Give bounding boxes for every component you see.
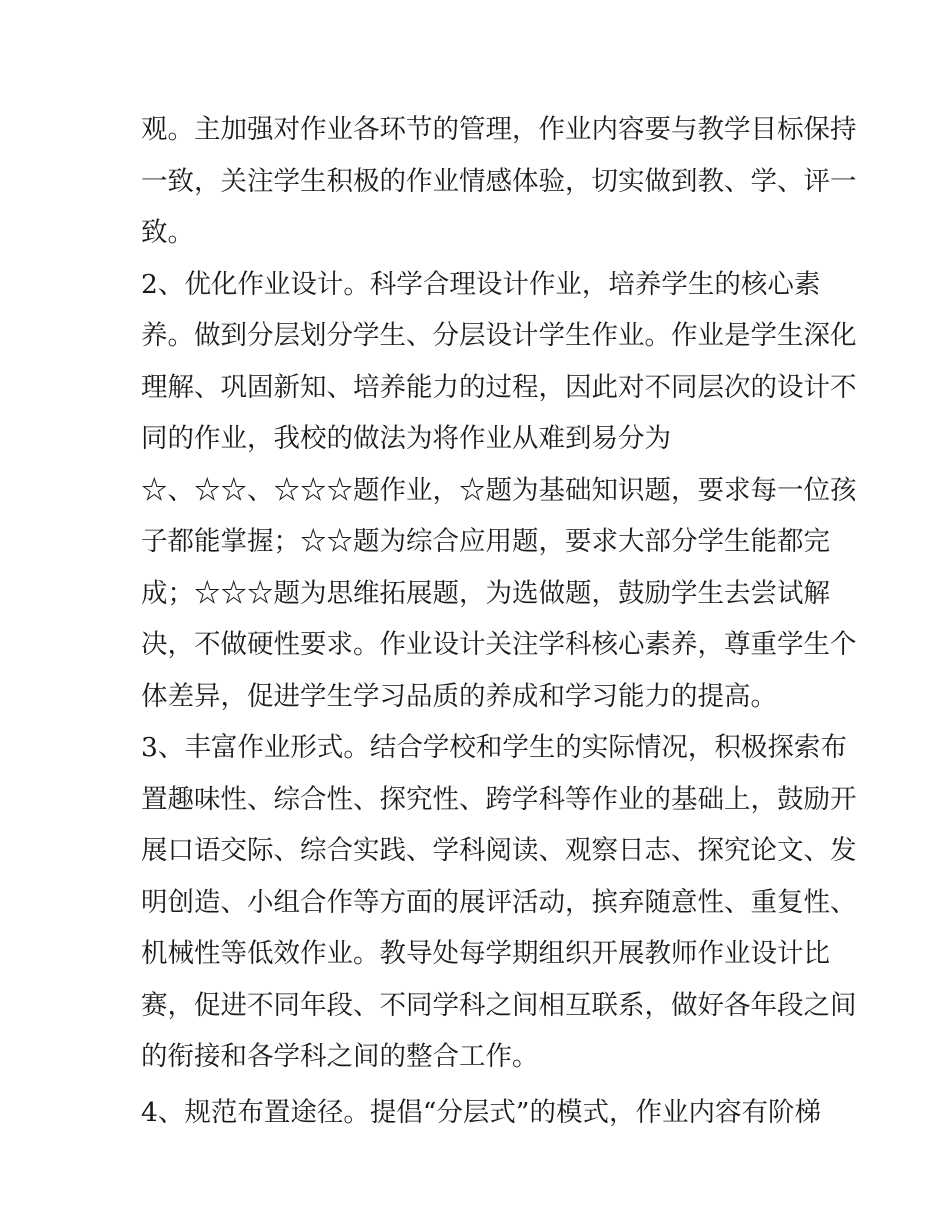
text-line: 决，不做硬性要求。作业设计关注学科核心素养，尊重学生个	[141, 629, 857, 660]
section-3-heading-line: 3、丰富作业形式。结合学校和学生的实际情况，积极探索布	[141, 732, 847, 763]
section-4-heading-line: 4、规范布置途径。提倡“分层式”的模式，作业内容有阶梯	[141, 1096, 821, 1128]
text-line: ☆、☆☆、☆☆☆题作业，☆题为基础知识题，要求每一位孩	[141, 474, 857, 506]
text-line: 理解、巩固新知、培养能力的过程，因此对不同层次的设计不	[141, 371, 857, 403]
text-line: 置趣味性、综合性、探究性、跨学科等作业的基础上，鼓励开	[141, 783, 857, 815]
text-line: 养。做到分层划分学生、分层设计学生作业。作业是学生深化	[141, 320, 857, 351]
text-line: 同的作业，我校的做法为将作业从难到易分为	[141, 423, 671, 454]
text-line: 一致，关注学生积极的作业情感体验，切实做到教、学、评一	[141, 165, 857, 197]
text-line: 明创造、小组合作等方面的展评活动，摈弃随意性、重复性、	[141, 886, 857, 918]
section-2-heading-line: 2、优化作业设计。科学合理设计作业，培养学生的核心素	[141, 268, 821, 300]
text-line: 赛，促进不同年段、不同学科之间相互联系，做好各年段之间	[141, 989, 857, 1021]
text-line: 观。主加强对作业各环节的管理，作业内容要与教学目标保持	[141, 114, 857, 145]
text-line: 体差异，促进学生学习品质的养成和学习能力的提高。	[141, 680, 777, 712]
text-line: 的衔接和各学科之间的整合工作。	[141, 1041, 539, 1072]
text-line: 机械性等低效作业。教导处每学期组织开展教师作业设计比	[141, 938, 830, 969]
text-line: 展口语交际、综合实践、学科阅读、观察日志、探究论文、发	[141, 835, 857, 866]
text-line: 致。	[141, 217, 194, 248]
body-text	[141, 104, 857, 1138]
text-line: 子都能掌握；☆☆题为综合应用题，要求大部分学生能都完	[141, 526, 830, 557]
text-line: 成；☆☆☆题为思维拓展题，为选做题，鼓励学生去尝试解	[141, 577, 830, 609]
